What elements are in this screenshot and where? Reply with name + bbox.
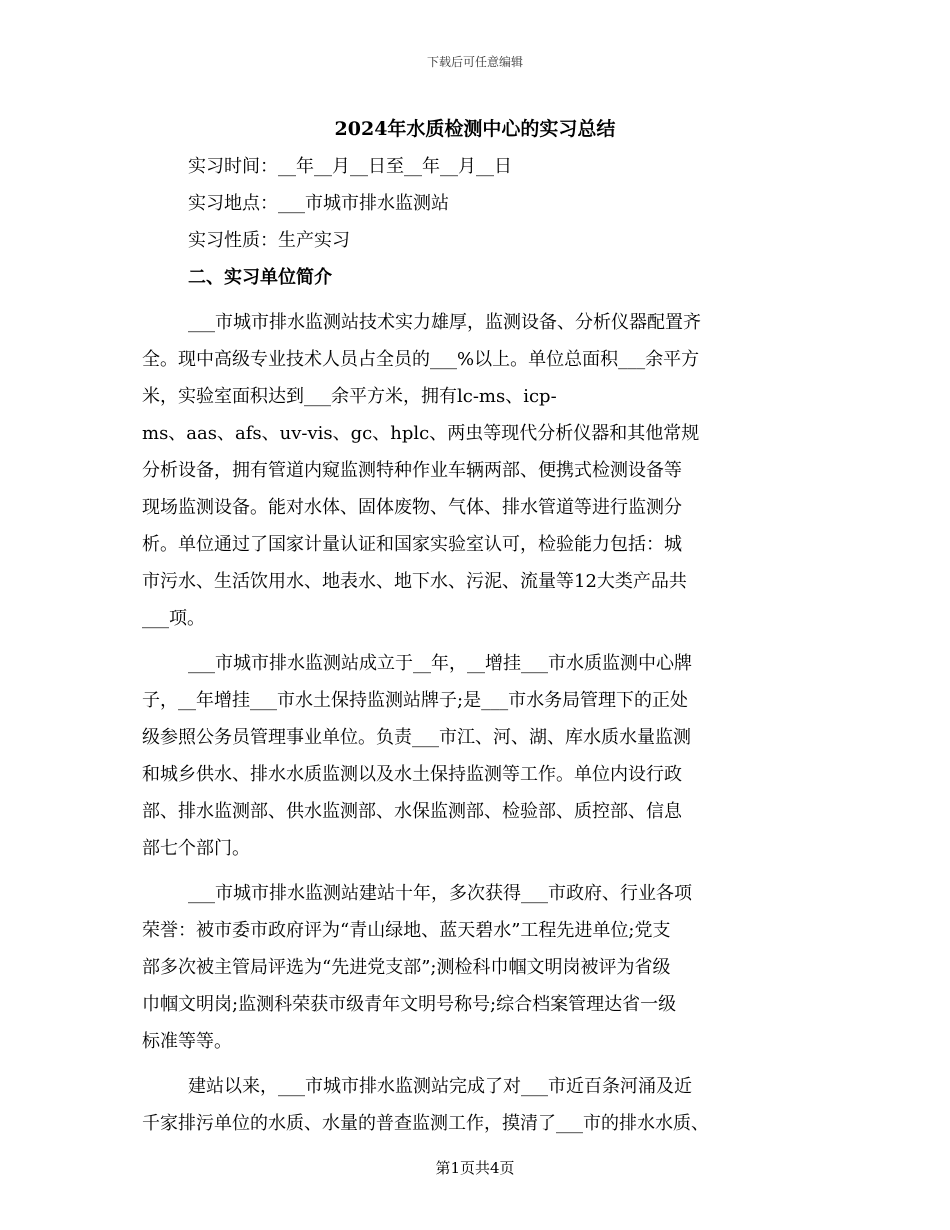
paragraph-2 bbox=[142, 645, 814, 867]
paragraph-line: 和城乡供水、排水水质监测以及水土保持监测等工作。单位内设行政 bbox=[142, 764, 682, 785]
paragraph-3 bbox=[142, 875, 814, 1060]
paragraph-line: 市污水、生活饮用水、地表水、地下水、污泥、流量等12大类产品共 bbox=[142, 571, 687, 592]
info-internship-location: 实习地点：___市城市排水监测站 bbox=[188, 193, 449, 214]
section-heading: 二、实习单位简介 bbox=[188, 267, 332, 288]
paragraph-line: ___市城市排水监测站建站十年，多次获得___市政府、行业各项 bbox=[188, 883, 692, 904]
document-title: 2024年水质检测中心的实习总结 bbox=[334, 118, 616, 140]
header-note: 下载后可任意编辑 bbox=[426, 55, 523, 69]
paragraph-line: 标准等等。 bbox=[142, 1031, 232, 1052]
paragraph-1 bbox=[142, 304, 814, 637]
info-internship-time: 实习时间：__年__月__日至__年__月__日 bbox=[188, 156, 512, 177]
paragraph-line: ___市城市排水监测站成立于__年，__增挂___市水质监测中心牌 bbox=[188, 653, 692, 674]
paragraph-line: 建站以来，___市城市排水监测站完成了对___市近百条河涌及近 bbox=[188, 1076, 692, 1097]
paragraph-line: 部七个部门。 bbox=[142, 838, 250, 859]
paragraph-line: 分析设备，拥有管道内窥监测特种作业车辆两部、便携式检测设备等 bbox=[142, 460, 682, 481]
paragraph-line: 全。现中高级专业技术人员占全员的___%以上。单位总面积___余平方 bbox=[142, 349, 700, 370]
paragraph-line: 米，实验室面积达到___余平方米，拥有lc-ms、icp- bbox=[142, 386, 557, 407]
paragraph-line: ___项。 bbox=[142, 608, 205, 629]
paragraph-line: 巾帼文明岗;监测科荣获市级青年文明号称号;综合档案管理达省一级 bbox=[142, 994, 677, 1015]
paragraph-line: 部、排水监测部、供水监测部、水保监测部、检验部、质控部、信息 bbox=[142, 801, 682, 822]
paragraph-line: ms、aas、afs、uv-vis、gc、hplc、两虫等现代分析仪器和其他常规 bbox=[142, 423, 700, 444]
document-body bbox=[142, 148, 814, 1142]
paragraph-line: 级参照公务员管理事业单位。负责___市江、河、湖、库水质水量监测 bbox=[142, 727, 691, 748]
paragraph-line: ___市城市排水监测站技术实力雄厚，监测设备、分析仪器配置齐 bbox=[188, 312, 701, 333]
paragraph-line: 荣誉：被市委市政府评为“青山绿地、蓝天碧水”工程先进单位;党支 bbox=[142, 920, 671, 941]
paragraph-line: 部多次被主管局评选为“先进党支部”;测检科巾帼文明岗被评为省级 bbox=[142, 957, 671, 978]
paragraph-line: 现场监测设备。能对水体、固体废物、气体、排水管道等进行监测分 bbox=[142, 497, 682, 518]
page-footer: 第1页共4页 bbox=[435, 1159, 515, 1177]
paragraph-line: 析。单位通过了国家计量认证和国家实验室认可，检验能力包括：城 bbox=[142, 534, 682, 555]
info-internship-nature: 实习性质：生产实习 bbox=[188, 230, 350, 251]
paragraph-line: 千家排污单位的水质、水量的普查监测工作，摸清了___市的排水水质、 bbox=[142, 1113, 709, 1134]
paragraph-line: 子，__年增挂___市水土保持监测站牌子;是___市水务局管理下的正处 bbox=[142, 690, 689, 711]
paragraph-4 bbox=[142, 1068, 814, 1142]
